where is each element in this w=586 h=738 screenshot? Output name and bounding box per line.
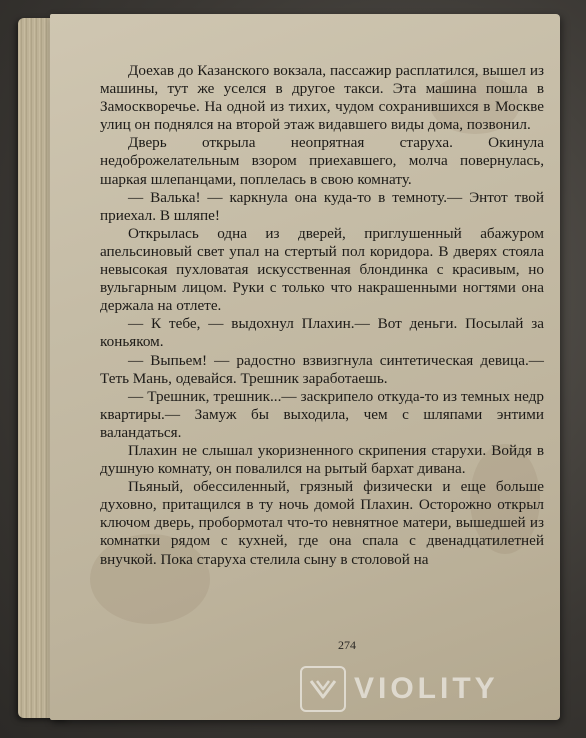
paragraph: Доехав до Казанского вокзала, пассажир расплатился, вышел из машины, тут же уселся в другое такси. Эта машина пошла в Замоскворечье. На одной из тихих, чудом сохранившихся в Москве улиц он поднялся на второй этаж видавшего виды дома, позвонил. xyxy=(100,62,544,134)
book-text xyxy=(100,62,544,569)
paragraph: Дверь открыла неопрятная старуха. Окинула недоброжелательным взором приехавшего, молча повернулась, шаркая шлепанцами, поплелась в свою комнату. xyxy=(100,134,544,188)
paragraph: — К тебе, — выдохнул Плахин.— Вот деньги. Посылай за коньяком. xyxy=(100,315,544,351)
paragraph: Пьяный, обессиленный, грязный физически и еще больше духовно, притащился в ту ночь домой Плахин. Осторожно открыл ключом дверь, пробормотал что-то невнятное матери, вышедшей из комнатки рядом с кухней, где она спала с двенадцатилетней внучкой. Пока старуха стелила сыну в столовой на xyxy=(100,478,544,568)
paragraph: — Трешник, трешник...— заскрипело откуда-то из темных недр квартиры.— Замуж бы выходила, чем с шляпами энтими валандаться. xyxy=(100,387,544,441)
paragraph: — Валька! — каркнула она куда-то в темноту.— Энтот твой приехал. В шляпе! xyxy=(100,188,544,224)
paragraph: Плахин не слышал укоризненного скрипения старухи. Войдя в душную комнату, он повалился на рытый бархат дивана. xyxy=(100,441,544,478)
violity-logo-icon xyxy=(300,666,346,712)
watermark xyxy=(300,666,499,712)
paragraph: — Выпьем! — радостно взвизгнула синтетическая девица.— Теть Мань, одевайся. Трешник заработаешь. xyxy=(100,351,544,387)
paragraph: Открылась одна из дверей, приглушенный абажуром апельсиновый свет упал на стертый пол коридора. В дверях стояла невысокая пухловатая искусственная блондинка с красивым, но вульгарным лицом. Руки с только что накрашенными ногтями она держала на отлете. xyxy=(100,224,544,315)
watermark-text: VIOLITY xyxy=(354,672,499,705)
page-number: 274 xyxy=(338,638,356,652)
